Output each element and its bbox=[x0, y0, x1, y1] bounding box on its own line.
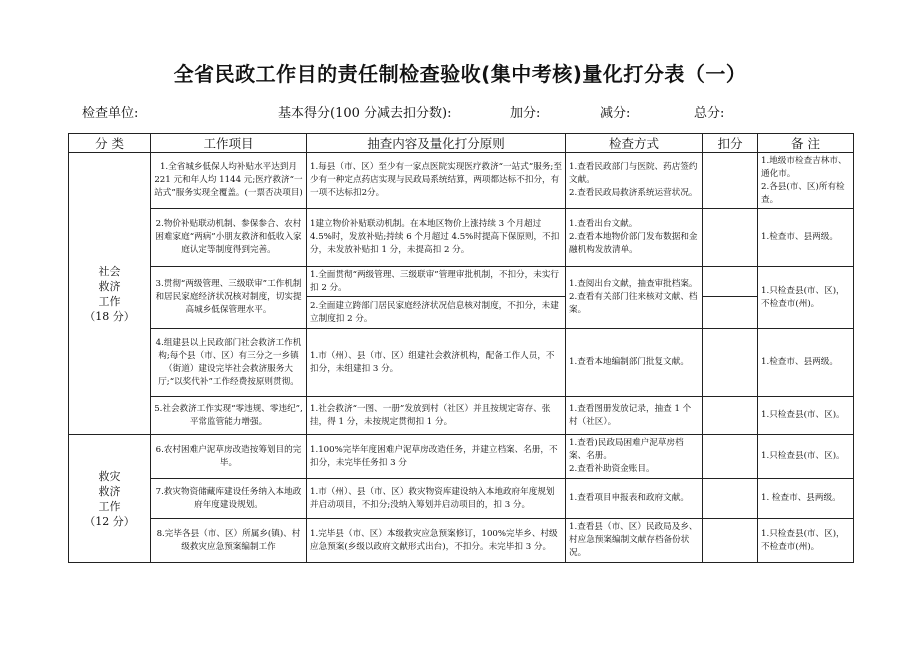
category-cell: 救灾 救济 工作 （12 分） bbox=[69, 435, 151, 563]
project-cell: 6.农村困难户泥草房改造按筹划目的完毕。 bbox=[151, 435, 307, 479]
project-cell: 7.救灾物资储藏库建设任务纳入本地政府年度建设规划。 bbox=[151, 479, 307, 519]
criteria-cell: 1建立物价补贴联动机制。在本地区物价上涨持续 3 个月超过 4.5%时，发放补贴;持续 6 个月超过 4.5%时提高下保原则，不扣分，未发放补贴扣 1 分，未提高扣 2 分。 bbox=[307, 209, 566, 267]
header-deduct: 扣分 bbox=[703, 134, 758, 153]
meta-unit: 检查单位: bbox=[82, 106, 139, 121]
project-cell: 2.物价补贴联动机制、参保参合、农村困难家庭“两病”小朋友救济和低收入家庭认定等制度得到完善。 bbox=[151, 209, 307, 267]
meta-minus: 减分: bbox=[600, 106, 631, 121]
note-cell: 1.只检查县(市、区)，不检查市(州)。 bbox=[758, 519, 854, 563]
note-cell: 1.只检查县(市、区)。 bbox=[758, 435, 854, 479]
note-cell: 1.只检查县(市、区)。 bbox=[758, 397, 854, 435]
table-row bbox=[69, 519, 854, 563]
deduct-cell[interactable] bbox=[703, 297, 758, 329]
header-criteria: 抽查内容及量化打分原则 bbox=[307, 134, 566, 153]
method-cell: 1.查看图册发放记录，抽查 1 个村（社区）。 bbox=[566, 397, 703, 435]
project-cell: 1.全省城乡低保人均补贴水平达到月 221 元和年人均 1144 元;医疗救济“一站式”服务实现全覆盖。(一票否决项目) bbox=[151, 153, 307, 209]
method-cell: 1.查看)民政局困难户泥草房档案、名册。 2.查看补助资金账目。 bbox=[566, 435, 703, 479]
deduct-cell[interactable] bbox=[703, 397, 758, 435]
header-row bbox=[69, 134, 854, 153]
meta-base-score: 基本得分(100 分减去扣分数): bbox=[278, 106, 452, 121]
criteria-cell: 1.每县（市、区）至少有一家点医院实现医疗救济“一站式”服务;至少有一种定点药店实现与民政局系统结算，两项都达标不扣分，有一项不达标扣2分。 bbox=[307, 153, 566, 209]
criteria-cell: 1.全面贯彻“两级管理、三级联审”管理审批机制，不扣分，未实行扣 2 分。 bbox=[307, 267, 566, 297]
project-cell: 4.组建县以上民政部门社会救济工作机构;每个县（市、区）有三分之一乡镇（街道）建设完毕社会救济服务大厅;“以奖代补”工作经费按原则贯彻。 bbox=[151, 329, 307, 397]
note-cell: 1.只检查县(市、区)，不检查市(州)。 bbox=[758, 267, 854, 329]
table-row bbox=[69, 153, 854, 209]
note-cell: 1.检查市、县两级。 bbox=[758, 209, 854, 267]
project-cell: 8.完毕各县（市、区）所属乡(镇)、村级救灾应急预案编制工作 bbox=[151, 519, 307, 563]
score-table bbox=[68, 133, 854, 563]
page-title: 全省民政工作目的责任制检查验收(集中考核)量化打分表（一） bbox=[173, 62, 747, 86]
project-cell: 3.贯彻“两级管理、三级联审”工作机制和居民家庭经济状况核对制度，切实提高城乡低保管理水平。 bbox=[151, 267, 307, 329]
note-cell: 1.检查市、县两级。 bbox=[758, 329, 854, 397]
table-row bbox=[69, 397, 854, 435]
table-row bbox=[69, 209, 854, 267]
deduct-cell[interactable] bbox=[703, 267, 758, 297]
header-note: 备 注 bbox=[758, 134, 854, 153]
method-cell: 1.查看本地编制部门批复文献。 bbox=[566, 329, 703, 397]
header-method: 检查方式 bbox=[566, 134, 703, 153]
deduct-cell[interactable] bbox=[703, 435, 758, 479]
method-cell: 1.查看出台文献。 2.查看本地物价部门发布数据和金融机构发放清单。 bbox=[566, 209, 703, 267]
header-project: 工作项目 bbox=[151, 134, 307, 153]
deduct-cell[interactable] bbox=[703, 329, 758, 397]
deduct-cell[interactable] bbox=[703, 479, 758, 519]
criteria-cell: 1.完毕县（市、区）本级救灾应急预案修订，100%完毕乡、村级应急预案(乡级以政府文献形式出台)，不扣分。未完毕扣 3 分。 bbox=[307, 519, 566, 563]
table-row bbox=[69, 329, 854, 397]
method-cell: 1.查阅出台文献，抽查审批档案。 2.查看有关部门往来核对文献、档案。 bbox=[566, 267, 703, 329]
method-cell: 1.查看民政部门与医院、药店签约文献。 2.查看民政局救济系统运营状况。 bbox=[566, 153, 703, 209]
criteria-cell: 1.社会救济“一图、一册”发放到村（社区）并且按规定寄存、张挂，得 1 分，未按规定贯彻扣 1 分。 bbox=[307, 397, 566, 435]
criteria-cell: 1.市（州）、县（市、区）救灾物资库建设纳入本地政府年度规划并启动项目，不扣分;没纳入筹划并启动项目的，扣 3 分。 bbox=[307, 479, 566, 519]
criteria-cell: 1.市（州）、县（市、区）组建社会救济机构，配备工作人员，不扣分，未组建扣 3 分。 bbox=[307, 329, 566, 397]
method-cell: 1.查看项目申报表和政府文献。 bbox=[566, 479, 703, 519]
deduct-cell[interactable] bbox=[703, 153, 758, 209]
deduct-cell[interactable] bbox=[703, 519, 758, 563]
meta-plus: 加分: bbox=[510, 106, 541, 121]
deduct-cell[interactable] bbox=[703, 209, 758, 267]
criteria-cell: 2.全面建立跨部门居民家庭经济状况信息核对制度，不扣分，未建立制度扣 2 分。 bbox=[307, 297, 566, 329]
criteria-cell: 1.100%完毕年度困难户泥草房改造任务，并建立档案、名册，不扣分，未完毕任务扣 3 分 bbox=[307, 435, 566, 479]
category-cell: 社会 救济 工作 （18 分） bbox=[69, 153, 151, 435]
meta-total: 总分: bbox=[694, 106, 725, 121]
table-row bbox=[69, 267, 854, 297]
header-category: 分 类 bbox=[69, 134, 151, 153]
table-row bbox=[69, 435, 854, 479]
note-cell: 1.地级市检查吉林市、通化市。 2.各县(市、区)所有检查。 bbox=[758, 153, 854, 209]
project-cell: 5.社会救济工作实现“零违规、零违纪”,平常监管能力增强。 bbox=[151, 397, 307, 435]
method-cell: 1.查看县（市、区）民政局及乡、村应急预案编制文献存档备份状况。 bbox=[566, 519, 703, 563]
note-cell: 1. 检查市、县两级。 bbox=[758, 479, 854, 519]
table-row bbox=[69, 479, 854, 519]
